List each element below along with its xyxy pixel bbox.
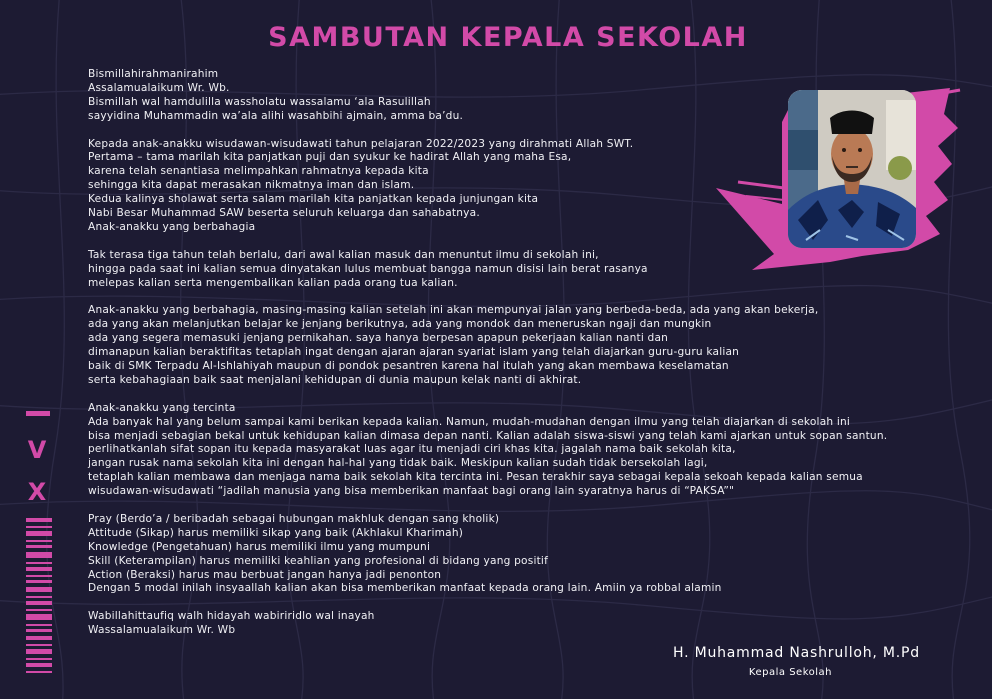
speech-line: Anak-anakku yang berbahagia, masing-masing kalian setelah ini akan mempunyai jalan yang berbeda-beda, ada yang akan bekerja, <box>88 304 819 317</box>
speech-line: bisa menjadi sebagian bekal untuk kehidupan kalian dimasa depan nanti. Kalian adalah siswa-siswi yang telah kami ajarkan untuk sopan santun. <box>88 429 888 442</box>
speech-line: Wassalamualaikum Wr. Wb <box>88 624 236 637</box>
speech-line: melepas kalian serta mengembalikan kalian pada orang tua kalian. <box>88 276 458 289</box>
speech-line: Tak terasa tiga tahun telah berlalu, dari awal kalian masuk dan menuntut ilmu di sekolah ini, <box>88 248 599 261</box>
speech-line: Kepada anak-anakku wisudawan-wisudawati tahun pelajaran 2022/2023 yang dirahmati Allah SWT. <box>88 137 634 150</box>
speech-line: sehingga kita dapat merasakan nikmatnya iman dan islam. <box>88 179 415 192</box>
speech-line: karena telah senantiasa melimpahkan rahmatnya kepada kita <box>88 165 429 178</box>
speech-line: sayyidina Muhammadin wa’ala alihi wasahbihi ajmain, amma ba’du. <box>88 109 464 122</box>
speech-line: Knowledge (Pengetahuan) harus memiliki ilmu yang mumpuni <box>88 540 431 553</box>
speech-line: Action (Beraksi) harus mau berbuat jangan hanya jadi penonton <box>88 568 442 581</box>
speech-line: Pertama – tama marilah kita panjatkan puji dan syukur ke hadirat Allah yang maha Esa, <box>88 151 572 164</box>
speech-line: tetaplah kalian membawa dan menjaga nama baik sekolah kita tercinta ini. Pesan terakhir saya sebagai kepala sekoah kepada kalian semua <box>88 471 863 484</box>
speech-paragraph <box>88 402 948 499</box>
speech-line: wisudawan-wisudawati “jadilah manusia yang bisa memberikan manfaat bagi orang lain syaratnya harus di “PAKSA”" <box>88 485 735 498</box>
speech-line: Dengan 5 modal inilah insyaallah kalian akan bisa memberikan manfaat kepada orang lain. Amiin ya robbal alamin <box>88 582 722 595</box>
speech-line: Wabillahittaufiq walh hidayah wabiriridlo wal inayah <box>88 610 375 623</box>
speech-line: serta kebahagiaan baik saat menjalani kehidupan di dunia maupun kelak nanti di akhirat. <box>88 373 582 386</box>
headmaster-photo <box>788 90 916 248</box>
speech-line: Nabi Besar Muhammad SAW beserta seluruh keluarga dan sahabatnya. <box>88 207 480 220</box>
signature-role: Kepala Sekolah <box>748 667 832 678</box>
speech-line: Assalamualaikum Wr. Wb. <box>88 81 230 94</box>
side-letter-v: V <box>27 436 47 464</box>
speech-line: jangan rusak nama sekolah kita ini dengan hal-hal yang tidak baik. Meskipun kalian sudah tidak bersekolah lagi, <box>88 457 708 470</box>
speech-line: dimanapun kalian beraktifitas tetaplah ingat dengan ajaran ajaran syariat islam yang telah diajarkan guru-guru kalian <box>88 346 740 359</box>
speech-line: Pray (Berdo’a / beribadah sebagai hubungan makhluk dengan sang kholik) <box>88 512 500 525</box>
speech-line: baik di SMK Terpadu Al-Ishlahiyah maupun di pondok pesantren karena hal itulah yang akan membawa keselamatan <box>88 359 729 372</box>
speech-line: perlihatkanlah sifat sopan itu kepada masyarakat luas agar itu menjadi ciri khas kita. jagalah nama baik sekolah kita, <box>88 443 736 456</box>
speech-line: Ada banyak hal yang belum sampai kami berikan kepada kalian. Namun, mudah-mudahan dengan ilmu yang telah diajarkan di sekolah ini <box>88 415 851 428</box>
speech-line: hingga pada saat ini kalian semua dinyatakan lulus membuat bangga namun disisi lain berat rasanya <box>88 262 648 275</box>
speech-line: Skill (Keterampilan) harus memiliki keahlian yang profesional di bidang yang positif <box>88 554 549 567</box>
speech-line: ada yang segera memasuki jenjang pernikahan. saya hanya berpesan apapun pekerjaan kalian nanti dan <box>88 332 669 345</box>
speech-paragraph <box>88 610 948 638</box>
barcode-graphic <box>24 518 54 678</box>
speech-line: Anak-anakku yang tercinta <box>88 401 236 414</box>
speech-paragraph <box>88 304 948 387</box>
side-dash <box>26 411 50 416</box>
side-decoration <box>24 408 54 678</box>
speech-line: Kedua kalinya sholawat serta salam marilah kita panjatkan kepada junjungan kita <box>88 193 539 206</box>
signature-name: H. Muhammad Nashrulloh, M.Pd <box>672 645 920 661</box>
speech-line: ada yang akan melanjutkan belajar ke jenjang berikutnya, ada yang mondok dan meneruskan ngaji dan mungkin <box>88 318 712 331</box>
speech-line: Bismillah wal hamdulilla wassholatu wassalamu ‘ala Rasulillah <box>88 95 431 108</box>
portrait-block <box>712 84 962 274</box>
speech-line: Anak-anakku yang berbahagia <box>88 220 256 233</box>
speech-paragraph <box>88 513 948 596</box>
page-title: SAMBUTAN KEPALA SEKOLAH <box>268 22 748 53</box>
speech-line: Attitude (Sikap) harus memiliki sikap yang baik (Akhlakul Kharimah) <box>88 526 464 539</box>
side-letter-x: X <box>27 478 47 506</box>
speech-line: Bismillahirahmanirahim <box>88 68 219 80</box>
